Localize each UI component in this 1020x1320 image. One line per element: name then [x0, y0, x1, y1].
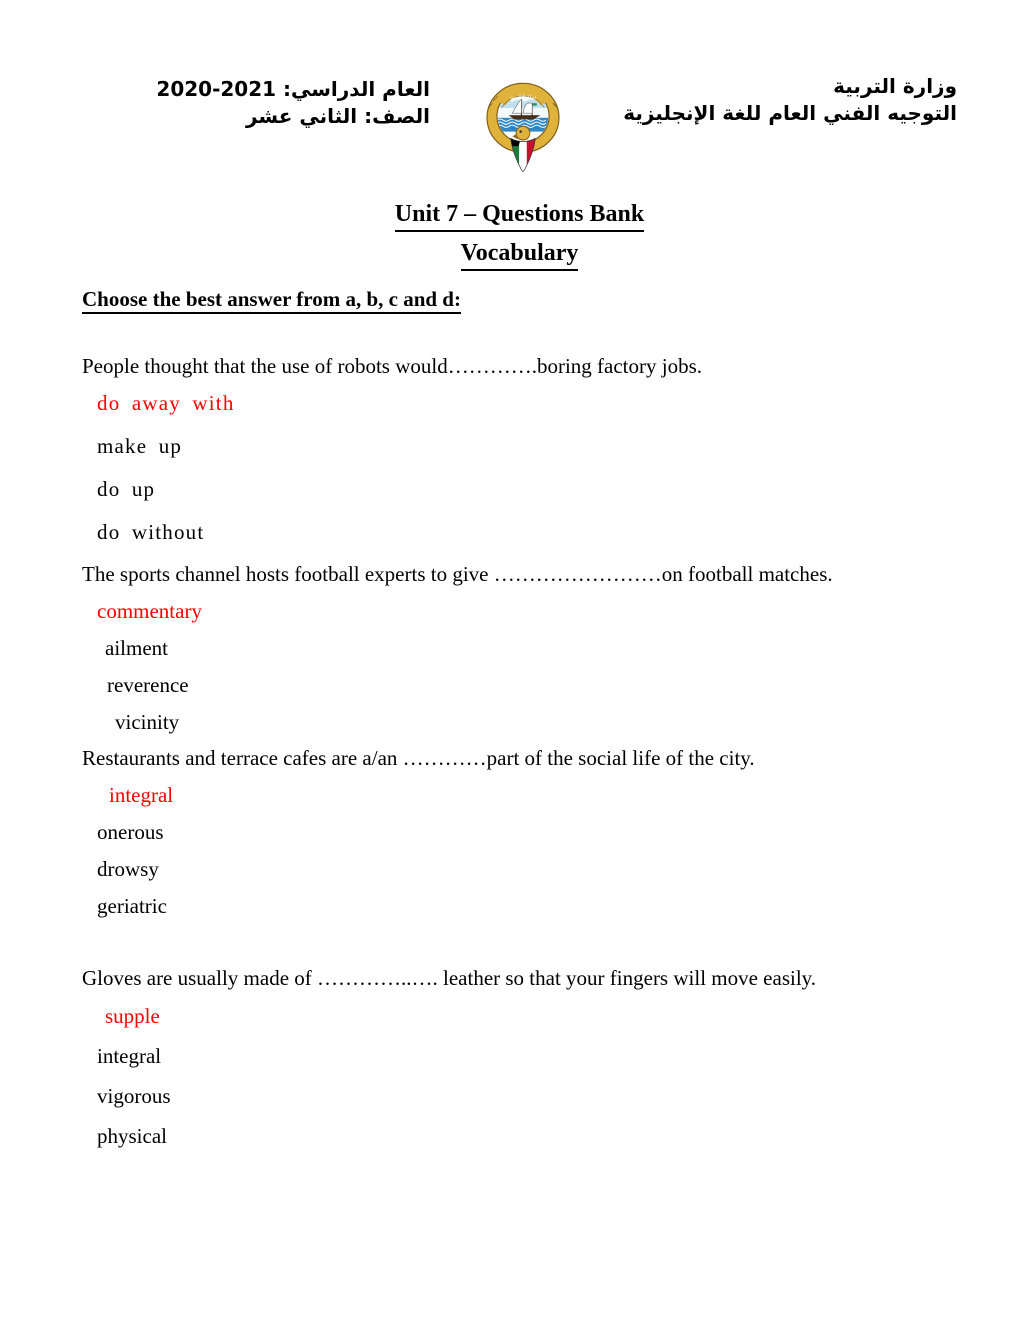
kuwait-emblem-icon	[477, 78, 569, 176]
options-list	[82, 783, 957, 918]
document-header	[82, 0, 957, 181]
svg-text:دولة الكويت: دولة الكويت	[509, 94, 537, 101]
directorate-text: التوجيه الفني العام للغة الإنجليزية	[623, 101, 957, 125]
question-4	[82, 966, 957, 1148]
option: vigorous	[97, 1084, 171, 1108]
options-list	[82, 391, 957, 544]
option-answer: commentary	[97, 599, 202, 623]
grade-text: الصف: الثاني عشر	[245, 104, 430, 128]
title-block	[82, 199, 957, 271]
option: physical	[97, 1124, 167, 1148]
option: ailment	[105, 636, 168, 660]
ministry-text: وزارة التربية	[833, 74, 957, 98]
option: do up	[97, 477, 156, 501]
option: make up	[97, 434, 183, 458]
header-right-block	[569, 73, 957, 127]
option: integral	[97, 1044, 162, 1068]
option-answer: integral	[109, 783, 174, 807]
questions-section	[82, 354, 957, 1148]
option: vicinity	[115, 710, 180, 734]
question-stem: The sports channel hosts football experts to give ……………………on football matches.	[82, 562, 833, 586]
question-stem: Gloves are usually made of …………..…. leather so that your fingers will move easily.	[82, 966, 817, 990]
question-3	[82, 746, 957, 918]
page-subtitle: Vocabulary	[82, 238, 957, 271]
page-title: Unit 7 – Questions Bank	[82, 199, 957, 232]
header-left-block	[82, 76, 430, 130]
academic-year-text: العام الدراسي: 2021-2020	[156, 77, 430, 101]
option: reverence	[107, 673, 189, 697]
option: onerous	[97, 820, 164, 844]
option-answer: supple	[105, 1004, 160, 1028]
option: drowsy	[97, 857, 159, 881]
options-list	[82, 599, 957, 734]
kuwait-emblem-logo	[477, 78, 569, 181]
question-1	[82, 354, 957, 544]
option-answer: do away with	[97, 391, 235, 415]
option: do without	[97, 520, 205, 544]
option: geriatric	[97, 894, 167, 918]
question-stem: People thought that the use of robots would………….boring factory jobs.	[82, 354, 703, 378]
question-2	[82, 562, 957, 734]
instruction-heading: Choose the best answer from a, b, c and d:	[82, 287, 957, 314]
options-list	[82, 1004, 957, 1148]
question-stem: Restaurants and terrace cafes are a/an …………part of the social life of the city.	[82, 746, 755, 770]
